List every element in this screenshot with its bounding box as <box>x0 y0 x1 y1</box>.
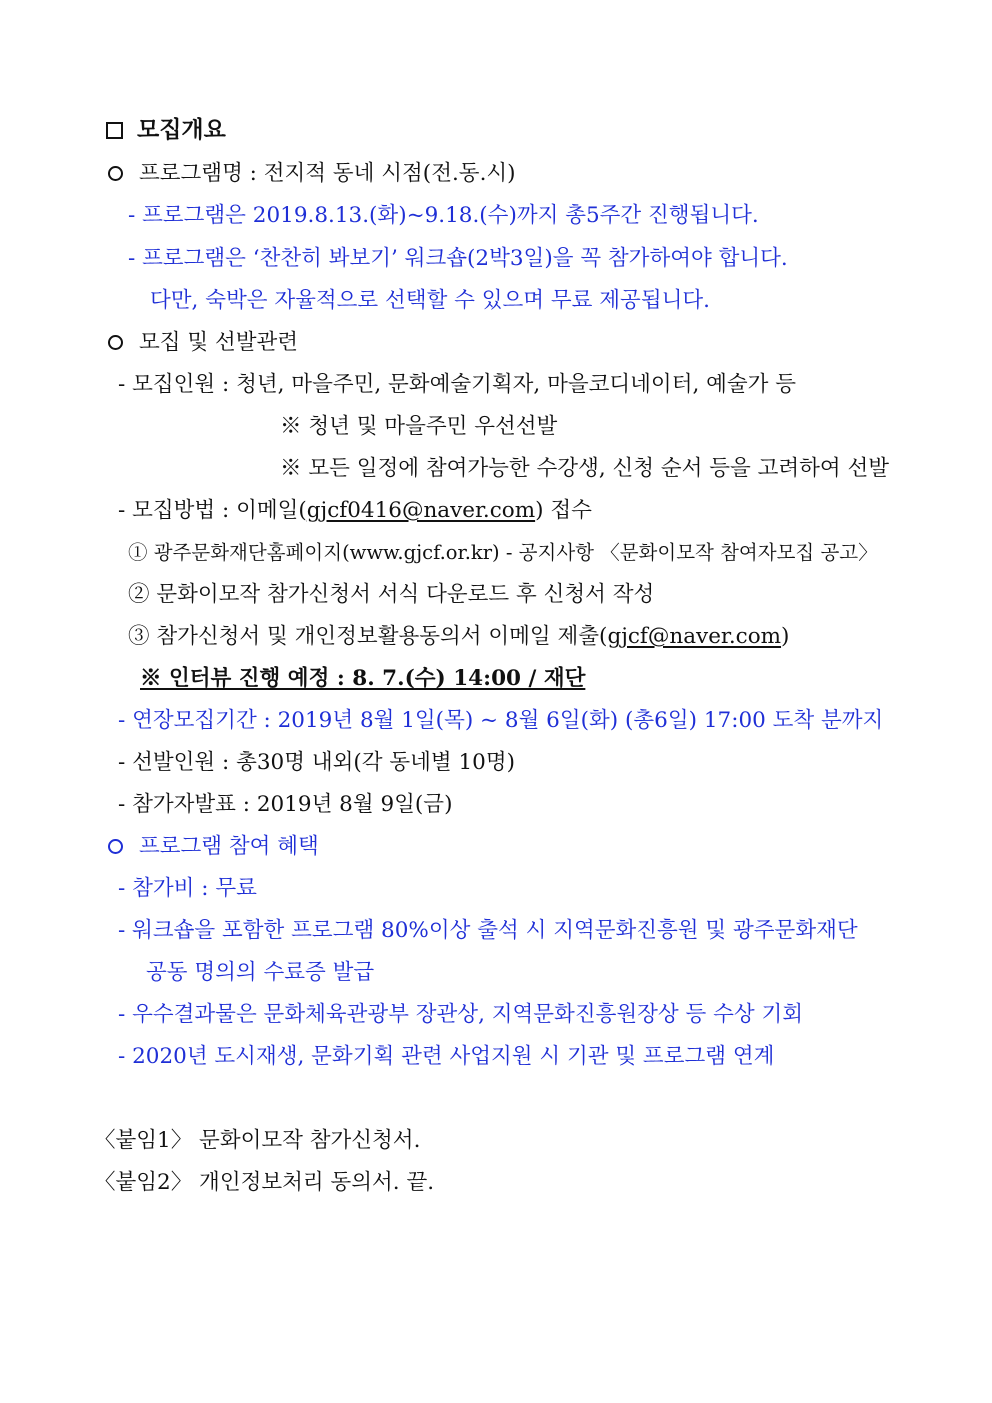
recruit-note: ※ 모든 일정에 참여가능한 수강생, 신청 순서 등을 고려하여 선발 <box>280 456 890 481</box>
recruit-target: - 모집인원 : 청년, 마을주민, 문화예술기획자, 마을코디네이터, 예술가 등 <box>118 372 797 397</box>
benefit-item: - 2020년 도시재생, 문화기획 관련 사업지원 시 기관 및 프로그램 연계 <box>118 1044 775 1069</box>
program-note: - 프로그램은 2019.8.13.(화)~9.18.(수)까지 총5주간 진행됩니다. <box>128 203 759 228</box>
method-suffix: ) 접수 <box>535 498 592 523</box>
program-note: 다만, 숙박은 자율적으로 선택할 수 있으며 무료 제공됩니다. <box>150 288 710 313</box>
benefits-heading: 프로그램 참여 혜택 <box>139 834 319 859</box>
interview-notice: ※ 인터뷰 진행 예정 : 8. 7.(수) 14:00 / 재단 <box>140 666 586 691</box>
benefit-item: - 참가비 : 무료 <box>118 876 257 901</box>
benefit-item: - 우수결과물은 문화체육관광부 장관상, 지역문화진흥원장상 등 수상 기회 <box>118 1002 804 1027</box>
recruit-note: ※ 청년 및 마을주민 우선선발 <box>280 414 558 439</box>
recruit-heading: 모집 및 선발관련 <box>139 330 299 355</box>
method-prefix: - 모집방법 : 이메일( <box>118 498 307 523</box>
recruit-heading-line <box>108 328 298 358</box>
benefits-heading-line <box>108 832 319 862</box>
method-email-link[interactable]: gjcf0416@naver.com <box>306 498 536 523</box>
benefit-item: - 워크숍을 포함한 프로그램 80%이상 출석 시 지역문화진흥원 및 광주문화재단 <box>118 918 858 943</box>
selection-count: - 선발인원 : 총30명 내외(각 동네별 10명) <box>118 750 516 775</box>
section-heading <box>106 115 226 145</box>
benefit-item: 공동 명의의 수료증 발급 <box>146 960 375 985</box>
announcement-date: - 참가자발표 : 2019년 8월 9일(금) <box>118 792 453 817</box>
attachment-item: 〈붙임1〉 문화이모작 참가신청서. <box>94 1128 421 1153</box>
program-note: - 프로그램은 ‘찬찬히 봐보기’ 워크숍(2박3일)을 꼭 참가하여야 합니다. <box>128 246 788 271</box>
application-step: ② 문화이모작 참가신청서 서식 다운로드 후 신청서 작성 <box>128 582 655 607</box>
application-step: ① 광주문화재단홈페이지(www.gjcf.or.kr) - 공지사항 〈문화이모작 참여자모집 공고〉 <box>128 541 878 564</box>
recruit-method <box>118 496 592 526</box>
circle-bullet-icon <box>108 335 123 350</box>
circle-bullet-icon <box>108 166 123 181</box>
program-name-line <box>108 159 516 189</box>
step3-email-link[interactable]: gjcf@naver.com <box>607 624 782 649</box>
application-step <box>128 622 789 652</box>
section-title: 모집개요 <box>137 116 226 143</box>
checkbox-square-icon <box>106 122 123 139</box>
attachment-item: 〈붙임2〉 개인정보처리 동의서. 끝. <box>94 1170 435 1195</box>
step3-prefix: ③ 참가신청서 및 개인정보활용동의서 이메일 제출( <box>128 624 608 649</box>
program-name: 프로그램명 : 전지적 동네 시점(전.동.시) <box>139 161 516 186</box>
step3-suffix: ) <box>781 624 790 649</box>
extended-period: - 연장모집기간 : 2019년 8월 1일(목) ~ 8월 6일(화) (총6일) 17:00 도착 분까지 <box>118 708 884 733</box>
circle-bullet-icon <box>108 839 123 854</box>
